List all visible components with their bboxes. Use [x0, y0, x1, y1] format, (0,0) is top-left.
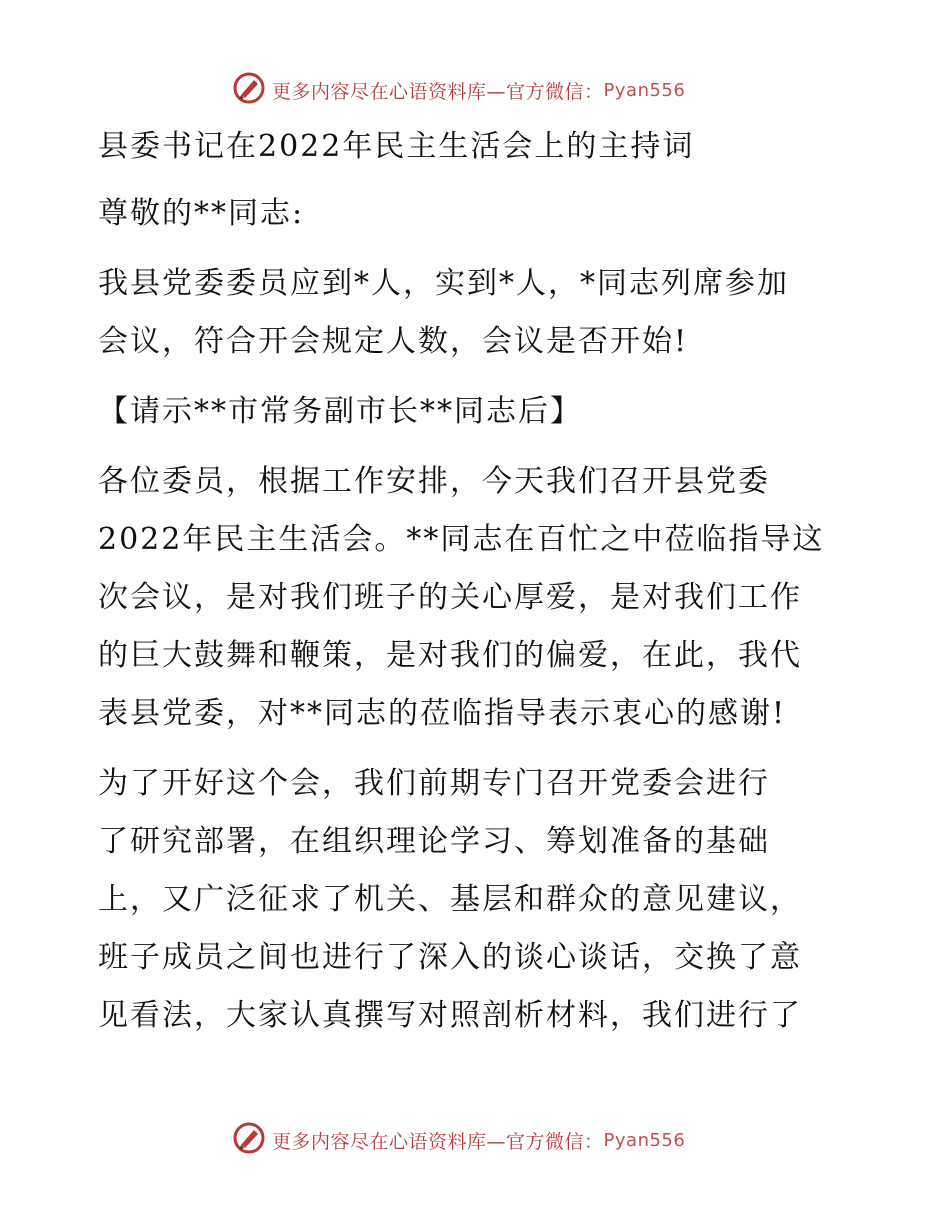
paragraph-opening	[98, 453, 868, 743]
paragraph-line: 会议，符合开会规定人数，会议是否开始!	[98, 324, 689, 359]
header-watermark-banner	[232, 70, 685, 110]
header-watermark-text	[272, 77, 685, 104]
logo-icon	[232, 1121, 266, 1159]
logo-icon	[232, 71, 266, 109]
paragraph-line: 了研究部署，在组织理论学习、筹划准备的基础	[98, 824, 770, 859]
watermark-wechat-id: Pyan556	[603, 79, 686, 101]
watermark-main-text: 更多内容尽在心语资料库	[272, 1130, 487, 1153]
paragraph-line: 见看法，大家认真撰写对照剖析材料，我们进行了	[98, 998, 802, 1033]
paragraph-line: 上，又广泛征求了机关、基层和群众的意见建议，	[98, 882, 802, 917]
paragraph-line: 表县党委，对**同志的莅临指导表示衷心的感谢!	[98, 696, 787, 731]
watermark-wechat-id: Pyan556	[603, 1129, 686, 1151]
document-body	[98, 118, 868, 1045]
footer-watermark-banner	[232, 1120, 685, 1160]
paragraph-line: 次会议，是对我们班子的关心厚爱，是对我们工作	[98, 580, 802, 615]
paragraph-attendance	[98, 255, 868, 371]
paragraph-preparation	[98, 755, 868, 1045]
footer-watermark-text	[272, 1127, 685, 1154]
paragraph-line: 各位委员，根据工作安排，今天我们召开县党委	[98, 464, 770, 499]
paragraph-line: 为了开好这个会，我们前期专门召开党委会进行	[98, 766, 770, 801]
paragraph-line: 我县党委委员应到*人，实到*人，*同志列席参加	[98, 266, 789, 301]
paragraph-line: 【请示**市常务副市长**同志后】	[98, 394, 582, 429]
paragraph-line: 2022年民主生活会。**同志在百忙之中莅临指导这	[98, 522, 825, 557]
watermark-main-text: 更多内容尽在心语资料库	[272, 80, 487, 103]
watermark-sub-text: —官方微信：	[486, 1130, 604, 1153]
watermark-sub-text: —官方微信：	[486, 80, 604, 103]
paragraph-line: 班子成员之间也进行了深入的谈心谈话，交换了意	[98, 940, 802, 975]
document-title: 县委书记在2022年民主生活会上的主持词	[98, 129, 695, 164]
document-greeting: 尊敬的**同志:	[98, 196, 305, 231]
paragraph-line: 的巨大鼓舞和鞭策，是对我们的偏爱，在此，我代	[98, 638, 802, 673]
paragraph-instruction	[98, 383, 868, 441]
